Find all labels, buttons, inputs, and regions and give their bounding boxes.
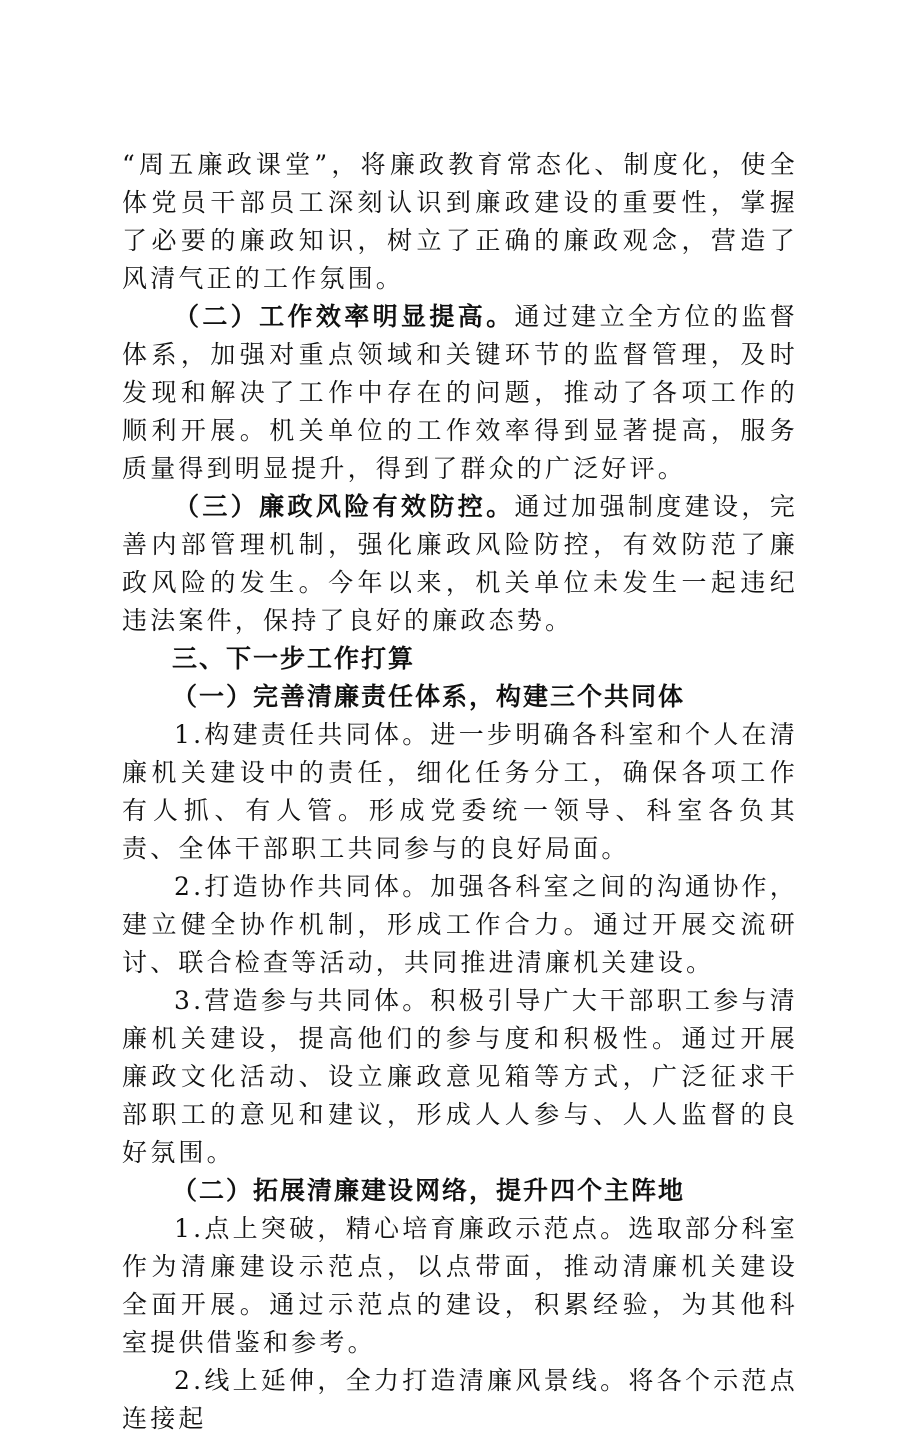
- section-heading: 三、下一步工作打算: [172, 644, 416, 673]
- paragraph-continuation: “周五廉政课堂”，将廉政教育常态化、制度化，使全体党员干部员工深刻认识到廉政建设的重要性，掌握了必要的廉政知识，树立了正确的廉政观念，营造了风清气正的工作氛围。: [122, 150, 798, 293]
- list-item: 2.线上延伸，全力打造清廉风景线。将各个示范点连接起: [122, 1366, 798, 1433]
- subsection-heading-1: （一）完善清廉责任体系，构建三个共同体: [172, 682, 686, 711]
- document-body: [122, 146, 798, 1438]
- paragraph-body: 通过加强制度建设，完善内部管理机制，强化廉政风险防控，有效防范了廉政风险的发生。今年以来，机关单位未发生一起违纪违法案件，保持了良好的廉政态势。: [122, 492, 798, 635]
- list-item: 1.构建责任共同体。进一步明确各科室和个人在清廉机关建设中的责任，细化任务分工，确保各项工作有人抓、有人管。形成党委统一领导、科室各负其责、全体干部职工共同参与的良好局面。: [122, 720, 798, 863]
- subsection-heading-2: （二）拓展清廉建设网络，提升四个主阵地: [172, 1176, 686, 1205]
- paragraph-work-efficiency: [122, 298, 798, 488]
- paragraph-body: 通过建立全方位的监督体系，加强对重点领域和关键环节的监督管理，及时发现和解决了工作中存在的问题，推动了各项工作的顺利开展。机关单位的工作效率得到显著提高，服务质量得到明显提升，得到了群众的广泛好评。: [122, 302, 798, 483]
- paragraph-lead: （三）廉政风险有效防控。: [174, 492, 515, 521]
- list-item: 3.营造参与共同体。积极引导广大干部职工参与清廉机关建设，提高他们的参与度和积极性。通过开展廉政文化活动、设立廉政意见箱等方式，广泛征求干部职工的意见和建议，形成人人参与、人人监督的良好氛围。: [122, 986, 798, 1167]
- paragraph-lead: （二）工作效率明显提高。: [174, 302, 515, 331]
- paragraph-risk-control: [122, 488, 798, 640]
- list-item: 1.点上突破，精心培育廉政示范点。选取部分科室作为清廉建设示范点，以点带面，推动清廉机关建设全面开展。通过示范点的建设，积累经验，为其他科室提供借鉴和参考。: [122, 1214, 798, 1357]
- list-item: 2.打造协作共同体。加强各科室之间的沟通协作，建立健全协作机制，形成工作合力。通过开展交流研讨、联合检查等活动，共同推进清廉机关建设。: [122, 872, 798, 977]
